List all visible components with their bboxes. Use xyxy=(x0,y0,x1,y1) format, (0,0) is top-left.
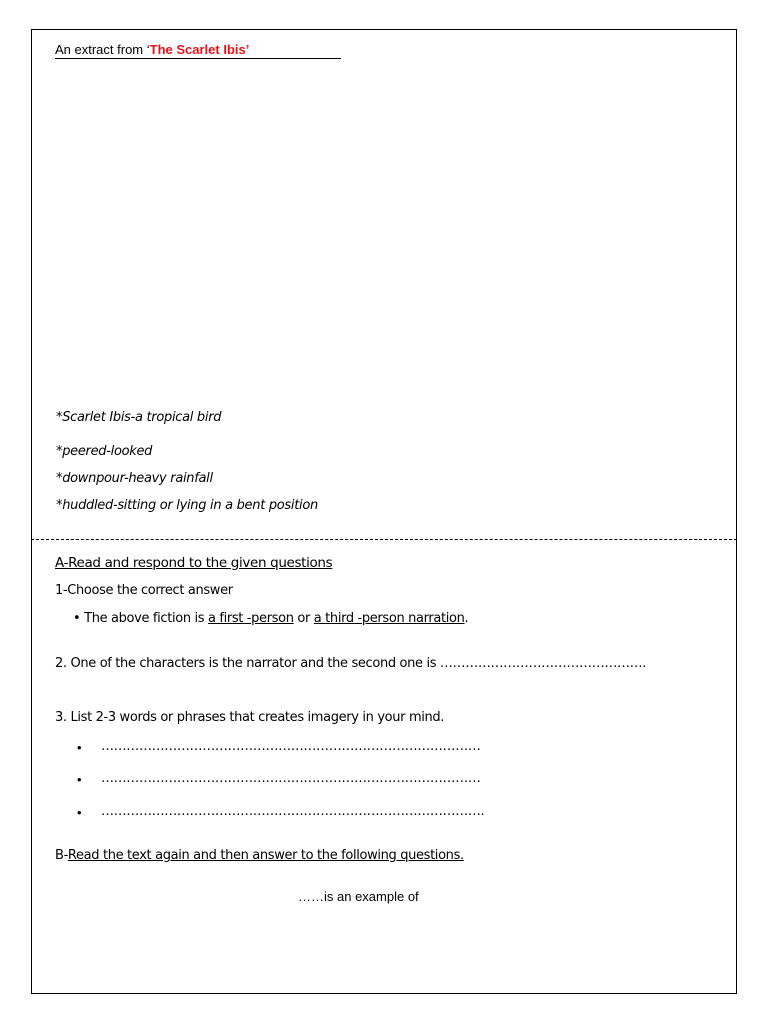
title-prefix: An extract from ‘ xyxy=(55,42,150,57)
option-first-person: a first -person xyxy=(207,611,294,626)
bullet-icon: • xyxy=(77,772,82,787)
q1-text-part: . xyxy=(464,611,469,626)
q2-text: 2. One of the characters is the narrator and the second one is …………………………………………. xyxy=(55,656,647,671)
glossary-item: *huddled-sitting or lying in a bent position xyxy=(56,498,318,513)
answer-blank: ……………………………………………………………………………… xyxy=(101,739,481,754)
q1-text-part: The above fiction is xyxy=(84,611,208,626)
answer-blank: ………………………………………………………………………………. xyxy=(101,804,485,819)
section-b-heading xyxy=(55,848,464,863)
section-b-title: Read the text again and then answer to the following questions. xyxy=(67,848,464,863)
example-line: ……is an example of xyxy=(298,889,419,904)
glossary-item: *peered-looked xyxy=(56,444,153,459)
glossary-item: *Scarlet Ibis-a tropical bird xyxy=(56,410,222,425)
section-a-heading: A-Read and respond to the given questions xyxy=(55,555,333,571)
answer-blank: ……………………………………………………………………………… xyxy=(101,771,481,786)
q1-statement xyxy=(73,611,468,626)
bullet-icon: • xyxy=(77,740,82,755)
q1-label: 1-Choose the correct answer xyxy=(55,583,233,598)
q1-bullet-icon: • xyxy=(73,611,81,626)
section-b-prefix: B- xyxy=(55,848,68,863)
q1-text-part: or xyxy=(293,611,314,626)
q3-label: 3. List 2-3 words or phrases that creates imagery in your mind. xyxy=(55,710,445,725)
extract-title xyxy=(55,42,341,59)
story-title: The Scarlet Ibis’ xyxy=(149,42,250,57)
section-divider xyxy=(31,539,737,540)
glossary-item: *downpour-heavy rainfall xyxy=(56,471,213,486)
option-third-person: a third -person narration xyxy=(313,611,465,626)
bullet-icon: • xyxy=(77,805,82,820)
